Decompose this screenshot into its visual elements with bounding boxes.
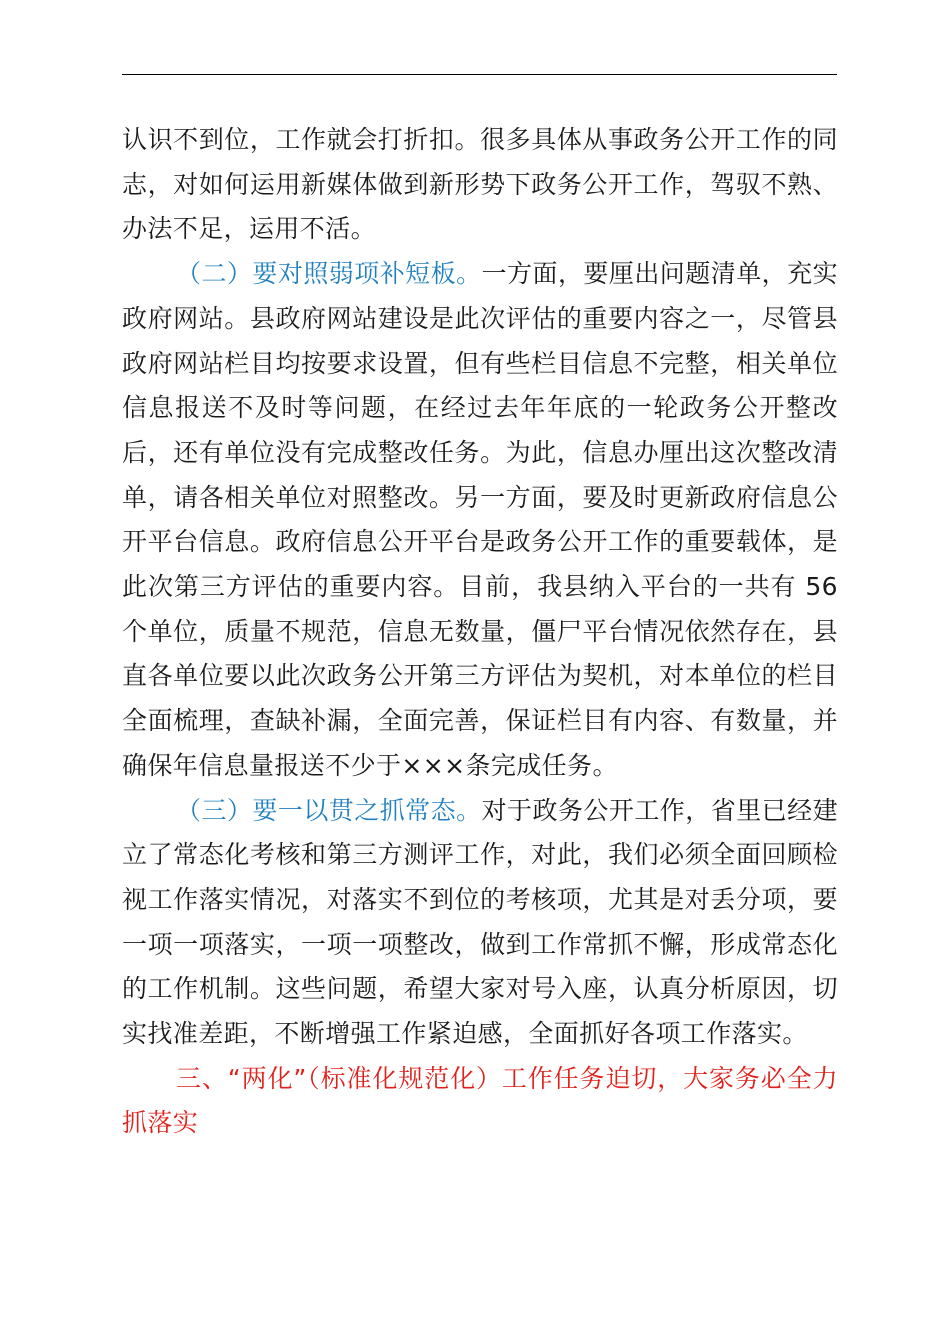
paragraph-3-text: 对于政务公开工作，省里已经建立了常态化考核和第三方测评工作，对此，我们必须全面回顾检视工作落实情况，对落实不到位的考核项，尤其是对丢分项，要一项一项落实，一项一项整改，做到工作常抓不懈，形成常态化的工作机制。这些问题，希望大家对号入座，认真分析原因，切实找准差距，不断增强工作紧迫感，全面抓好各项工作落实。 [122, 795, 838, 1049]
header-rule [122, 74, 837, 75]
paragraph-2-text: 一方面，要厘出问题清单，充实政府网站。县政府网站建设是此次评估的重要内容之一，尽管县政府网站栏目均按要求设置，但有些栏目信息不完整，相关单位信息报送不及时等问题，在经过去年年底的一轮政务公开整改后，还有单位没有完成整改任务。为此，信息办厘出这次整改清单，请各相关单位对照整改。另一方面，要及时更新政府信息公开平台信息。政府信息公开平台是政务公开工作的重要载体，是此次第三方评估的重要内容。目前，我县纳入平台的一共有 56 个单位，质量不规范，信息无数量，僵尸平台情况依然存在，县直各单位要以此次政务公开第三方评估为契机，对本单位的栏目全面梳理，查缺补漏，全面完善，保证栏目有内容、有数量，并确保年信息量报送不少于×××条完成任务。 [122, 259, 838, 780]
section-heading-3 [122, 1057, 838, 1146]
subheading-3: （三）要一以贯之抓常态。 [176, 795, 482, 825]
paragraph-1 [122, 118, 838, 252]
subheading-2: （二）要对照弱项补短板。 [176, 259, 482, 289]
document-body [122, 118, 838, 1146]
paragraph-1-text: 认识不到位，工作就会打折扣。很多具体从事政务公开工作的同志，对如何运用新媒体做到新形势下政务公开工作，驾驭不熟、办法不足，运用不活。 [122, 125, 838, 244]
section-heading-3-text: 三、“两化”（标准化规范化）工作任务迫切，大家务必全力抓落实 [122, 1063, 838, 1138]
paragraph-2 [122, 252, 838, 788]
paragraph-3 [122, 789, 838, 1057]
